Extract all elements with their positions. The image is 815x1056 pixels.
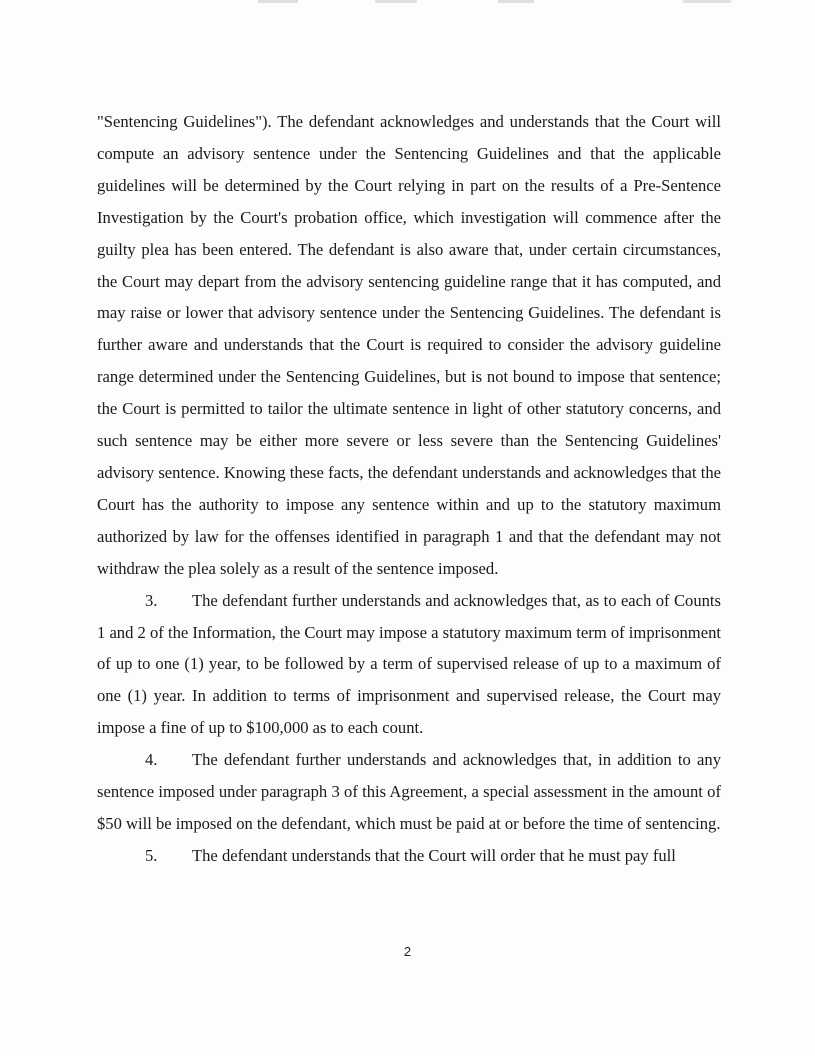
paragraph-number: 4. — [145, 750, 158, 770]
document-body — [97, 106, 721, 872]
scan-artifact — [683, 0, 731, 3]
paragraph-5 — [97, 840, 721, 872]
scan-artifact — [258, 0, 298, 3]
paragraph-text: The defendant further understands and acknowledges that, in addition to any sentence imposed under paragraph 3 of this Agreement, a special assessment in the amount of $50 will be imposed on the defendant, which must be paid at or before the time of sentencing. — [97, 750, 721, 833]
paragraph-3 — [97, 585, 721, 745]
paragraph-number: 5. — [145, 845, 158, 865]
paragraph-continuation: "Sentencing Guidelines"). The defendant acknowledges and understands that the Court will compute an advisory sentence under the Sentencing Guidelines and that the applicable guidelines will be determined by the Court relying in part on the results of a Pre-Sentence Investigation by the Court's probation office, which investigation will commence after the guilty plea has been entered. The defendant is also aware that, under certain circumstances, the Court may depart from the advisory sentencing guideline range that it has computed, and may raise or lower that advisory sentence under the Sentencing Guidelines. The defendant is further aware and understands that the Court is required to consider the advisory guideline range determined under the Sentencing Guidelines, but is not bound to impose that sentence; the Court is permitted to tailor the ultimate sentence in light of other statutory concerns, and such sentence may be either more severe or less severe than the Sentencing Guidelines' advisory sentence. Knowing these facts, the defendant understands and acknowledges that the Court has the authority to impose any sentence within and up to the statutory maximum authorized by law for the offenses identified in paragraph 1 and that the defendant may not withdraw the plea solely as a result of the sentence imposed. — [97, 112, 721, 578]
paragraph-text: The defendant understands that the Court will order that he must pay full — [192, 845, 676, 865]
scan-artifact — [375, 0, 417, 3]
scan-artifact — [498, 0, 534, 3]
paragraph-4 — [97, 744, 721, 840]
paragraph-text: The defendant further understands and acknowledges that, as to each of Counts 1 and 2 of the Information, the Court may impose a statutory maximum term of imprisonment of up to one (1) year, to be followed by a term of supervised release of up to a maximum of one (1) year. In addition to terms of imprisonment and supervised release, the Court may impose a fine of up to $100,000 as to each count. — [97, 590, 721, 738]
page-number: 2 — [403, 944, 412, 959]
paragraph-number: 3. — [145, 590, 158, 610]
